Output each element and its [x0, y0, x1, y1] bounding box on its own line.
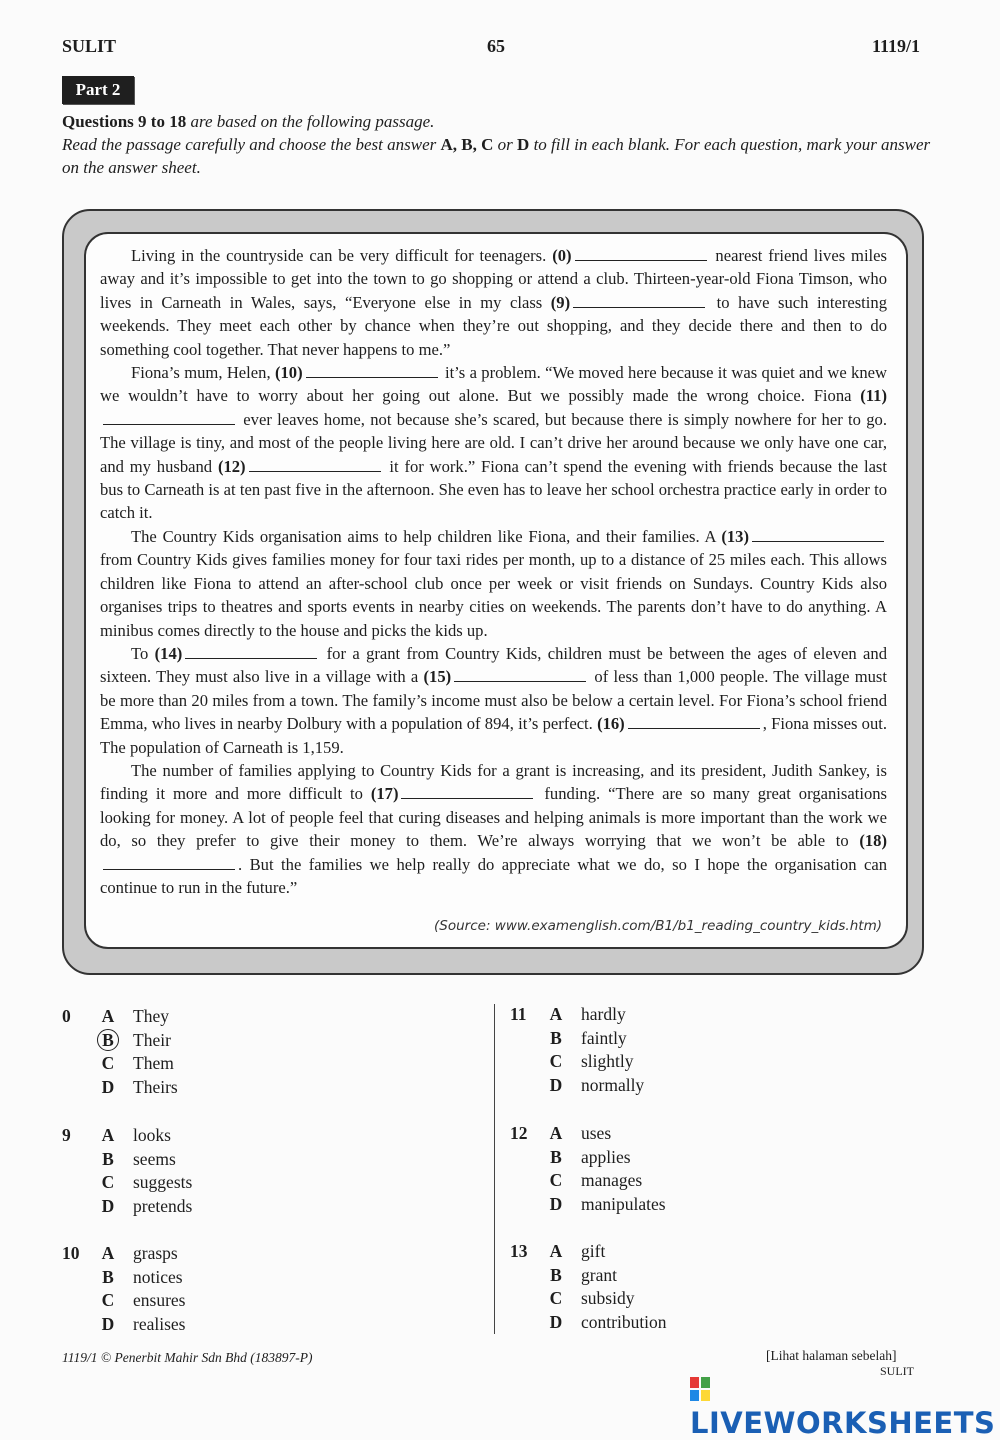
paragraph-1: Living in the countryside can be very difficult for teenagers. (0) nearest friend lives miles away and it’s impossible to get into the town to go shopping or attend a club. Thirteen-year-old Fiona Timson, who lives in Carneath in Wales, says, “Everyone else in my class (9) to have such interesting weekends. They meet each other by chance when they’re out shopping, and they decide there and then to do something cool together. That never happens to me.” — [100, 246, 887, 359]
footer-next-page: [Lihat halaman sebelah] — [766, 1348, 897, 1363]
option-10-c[interactable] — [97, 1290, 337, 1312]
blank-0 — [575, 248, 707, 261]
option-text: Their — [133, 1029, 171, 1050]
option-text: slightly — [581, 1051, 634, 1072]
question-number: 11 — [510, 1004, 527, 1024]
option-text: contribution — [581, 1312, 667, 1333]
option-text: Theirs — [133, 1077, 178, 1098]
option-text: grasps — [133, 1243, 178, 1263]
option-letter: D — [101, 1314, 115, 1335]
blank-17[interactable] — [401, 786, 533, 799]
question-0 — [62, 1006, 362, 1106]
option-12-d[interactable] — [545, 1194, 785, 1216]
option-text: realises — [133, 1314, 186, 1335]
option-text: looks — [133, 1125, 171, 1145]
option-12-b[interactable] — [545, 1147, 785, 1169]
option-letter: A — [549, 1241, 563, 1261]
footer-sulit: SULIT — [880, 1364, 914, 1378]
liveworksheets-icon — [690, 1377, 710, 1401]
part-badge: Part 2 — [62, 76, 134, 104]
option-letter: D — [549, 1312, 563, 1333]
option-11-d[interactable] — [545, 1075, 785, 1097]
option-text: normally — [581, 1075, 645, 1096]
option-letter: A — [101, 1243, 115, 1263]
option-text: Them — [133, 1053, 174, 1074]
blank-9[interactable] — [573, 295, 705, 308]
option-letter: C — [549, 1170, 563, 1191]
option-text: pretends — [133, 1196, 193, 1217]
option-0-d[interactable] — [97, 1077, 337, 1099]
instructions: Questions 9 to 18 are based on the following passage. Read the passage carefully and choose the best answer A, B, C or D to fill in each blank. For each question, mark your answer on the answer sheet. — [62, 112, 931, 177]
option-text: seems — [133, 1148, 176, 1169]
option-text: manipulates — [581, 1194, 666, 1215]
question-number: 9 — [62, 1125, 71, 1145]
option-11-a[interactable] — [545, 1004, 785, 1026]
option-0-b[interactable] — [97, 1030, 337, 1052]
question-9 — [62, 1125, 362, 1225]
option-9-a[interactable] — [97, 1125, 337, 1147]
liveworksheets-logo[interactable] — [690, 1372, 1000, 1440]
option-9-b[interactable] — [97, 1149, 337, 1171]
option-letter: A — [101, 1006, 115, 1026]
paper-code: 1119/1 — [872, 36, 921, 56]
reading-passage — [100, 244, 887, 899]
paragraph-3: The Country Kids organisation aims to help children like Fiona, and their families. A (13) from Country Kids gives families money for four taxi rides per month, up to a distance of 25 miles each. This allows children like Fiona to attend an after-school club once per week or visit friends on Sundays. Country Kids also organises trips to theatres and sports events in nearby cities on weekends. The parents don’t have to do anything. A minibus comes directly to the house and picks the kids up. — [100, 526, 887, 640]
option-letter: D — [101, 1196, 115, 1217]
question-10 — [62, 1243, 362, 1343]
option-text: hardly — [581, 1004, 626, 1024]
option-10-a[interactable] — [97, 1243, 337, 1265]
option-9-c[interactable] — [97, 1172, 337, 1194]
blank-15[interactable] — [454, 669, 586, 682]
option-text: notices — [133, 1266, 183, 1287]
option-letter: B — [550, 1264, 562, 1285]
option-10-d[interactable] — [97, 1314, 337, 1336]
option-letter: B — [97, 1029, 119, 1051]
question-13 — [510, 1241, 810, 1341]
question-number: 12 — [510, 1123, 528, 1143]
page-number: 65 — [487, 36, 505, 56]
blank-13[interactable] — [752, 529, 884, 542]
option-letter: B — [102, 1148, 114, 1169]
option-letter: D — [549, 1075, 563, 1096]
option-10-b[interactable] — [97, 1267, 337, 1289]
option-letter: B — [102, 1266, 114, 1287]
blank-18[interactable] — [103, 857, 235, 870]
option-letter: B — [550, 1146, 562, 1167]
option-letter: D — [549, 1194, 563, 1215]
option-letter: B — [550, 1027, 562, 1048]
blank-12[interactable] — [249, 459, 381, 472]
blank-14[interactable] — [185, 646, 317, 659]
column-divider — [494, 1004, 495, 1334]
question-number: 10 — [62, 1243, 80, 1263]
option-13-a[interactable] — [545, 1241, 785, 1263]
option-text: subsidy — [581, 1288, 635, 1309]
header-sulit: SULIT — [62, 36, 117, 56]
option-text: uses — [581, 1123, 612, 1143]
blank-11[interactable] — [103, 412, 235, 425]
paragraph-2: Fiona’s mum, Helen, (10) it’s a problem. “We moved here because it was quiet and we knew we wouldn’t have to worry about her going out alone. But we possibly made the wrong choice. Fiona (11) ever leaves home, not because she’s scared, but because there is simply nowhere for her to go. The village is tiny, and most of the people living here are old. I can’t drive her around because we only have one car, and my husband (12) it for work.” Fiona can’t spend the evening with friends because the last bus to Carneath is at ten past five in the afternoon. She even has to leave her school orchestra practice early in order to catch it. — [100, 363, 888, 523]
option-text: gift — [581, 1241, 606, 1261]
paragraph-4: To (14) for a grant from Country Kids, children must be between the ages of eleven and sixteen. They must also live in a village with a (15) of less than 1,000 people. The village must be more than 20 miles from a town. The family’s income must also be below a certain level. For Fiona’s school friend Emma, who lives in nearby Dolbury with a population of 894, it’s perfect. (16) , Fiona misses out. The population of Carneath is 1,159. — [100, 643, 887, 757]
paragraph-5: The number of families applying to Country Kids for a grant is increasing, and its president, Judith Sankey, is finding it more and more difficult to (17) funding. “There are so many great organisations looking for money. A lot of people feel that curing diseases and helping animals is more important than the work we do, so they prefer to give their money to them. We’re always worrying that we won’t be able to (18). But the families we help really do appreciate what we do, so I hope the organisation can continue to run in the future.” — [100, 760, 887, 897]
option-text: applies — [581, 1146, 631, 1167]
option-text: grant — [581, 1264, 617, 1285]
footer-publisher: 1119/1 © Penerbit Mahir Sdn Bhd (183897-P) — [62, 1350, 313, 1365]
option-12-a[interactable] — [545, 1123, 785, 1145]
passage-source: (Source: www.examenglish.com/B1/b1_reading_country_kids.htm) — [434, 918, 882, 934]
option-letter: A — [549, 1004, 563, 1024]
option-13-d[interactable] — [545, 1312, 785, 1334]
option-letter: C — [101, 1053, 115, 1074]
blank-16[interactable] — [628, 716, 760, 729]
option-letter: A — [101, 1125, 115, 1145]
option-11-c[interactable] — [545, 1051, 785, 1073]
option-text: They — [133, 1006, 169, 1026]
option-0-c[interactable] — [97, 1053, 337, 1075]
option-11-b[interactable] — [545, 1028, 785, 1050]
option-text: suggests — [133, 1172, 193, 1193]
option-letter: C — [101, 1290, 115, 1311]
question-12 — [510, 1123, 810, 1223]
option-letter: C — [549, 1288, 563, 1309]
option-13-b[interactable] — [545, 1265, 785, 1287]
option-text: faintly — [581, 1027, 627, 1048]
blank-10[interactable] — [306, 365, 438, 378]
option-letter: D — [101, 1077, 115, 1098]
option-12-c[interactable] — [545, 1170, 785, 1192]
option-text: ensures — [133, 1290, 186, 1311]
option-text: manages — [581, 1170, 643, 1191]
option-9-d[interactable] — [97, 1196, 337, 1218]
question-11 — [510, 1004, 810, 1104]
option-letter: A — [549, 1123, 563, 1143]
question-number: 13 — [510, 1241, 528, 1261]
liveworksheets-text: LIVEWORKSHEETS — [690, 1406, 996, 1440]
option-13-c[interactable] — [545, 1288, 785, 1310]
option-0-a[interactable] — [97, 1006, 337, 1028]
option-letter: C — [549, 1051, 563, 1072]
question-number: 0 — [62, 1006, 71, 1026]
option-letter: C — [101, 1172, 115, 1193]
